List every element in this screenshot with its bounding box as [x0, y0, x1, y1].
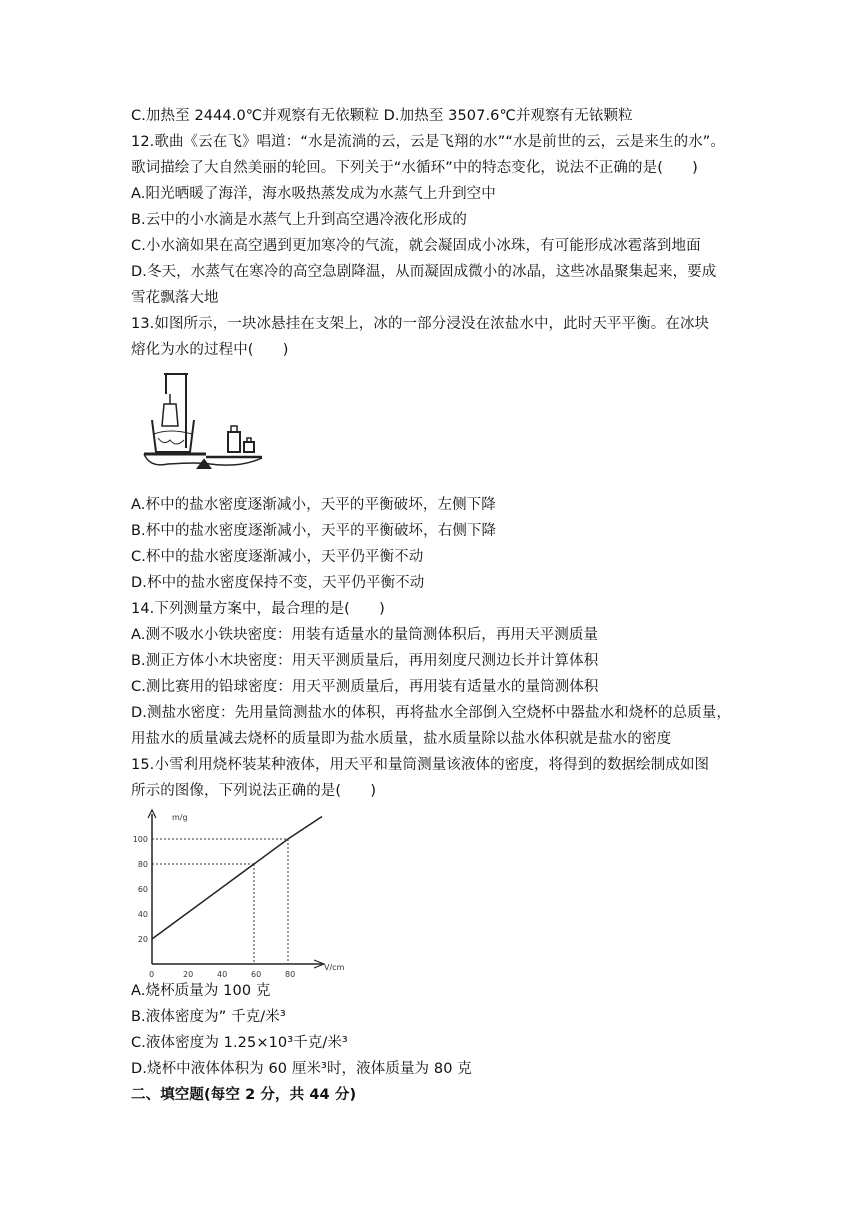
weight-small: [244, 442, 254, 452]
question-15-option-c: C.液体密度为 1.25×10³千克/米³: [131, 1035, 348, 1051]
question-12-option-a: A.阳光晒暖了海洋，海水吸热蒸发成为水蒸气上升到空中: [131, 186, 496, 202]
x-tick-label: 40: [217, 970, 228, 979]
y-tick-label: 60: [137, 885, 148, 894]
question-14-stem: 14.下列测量方案中，最合理的是( ): [131, 601, 385, 617]
section-2-heading: 二、填空题(每空 2 分，共 44 分): [131, 1087, 357, 1103]
x-tick-label: 60: [251, 970, 262, 979]
series-line-0: [152, 817, 322, 940]
question-15-stem: 15.小雪利用烧杯装某种液体，用天平和量筒测量该液体的密度，将得到的数据绘制成如图: [131, 757, 710, 773]
weight-small-knob: [247, 438, 251, 442]
question-14-option-b: B.测正方体小木块密度：用天平测质量后，再用刻度尺测边长并计算体积: [131, 653, 599, 669]
y-tick-label: 100: [132, 835, 148, 844]
x-tick-label: 80: [285, 970, 296, 979]
fulcrum: [198, 460, 210, 468]
x-tick-label: 20: [183, 970, 194, 979]
question-12-option-d: D.冬天，水蒸气在寒冷的高空急剧降温，从而凝固成微小的冰晶，这些冰晶聚集起来，要成: [131, 264, 717, 280]
question-12-option-c: C.小水滴如果在高空遇到更加寒冷的气流，就会凝固成小冰珠，有可能形成冰雹落到地面: [131, 238, 701, 254]
x-axis-label: V/cm: [324, 963, 345, 972]
question-12-option-d-cont: 雪花飘落大地: [131, 290, 219, 306]
salt-water-texture: [158, 438, 184, 444]
balance-figure: [140, 368, 270, 484]
x-tick-label: 0: [149, 970, 155, 979]
question-13-option-a: A.杯中的盐水密度逐渐减小，天平的平衡破坏，左侧下降: [131, 497, 496, 513]
mass-volume-chart: [128, 808, 358, 980]
question-13-option-d: D.杯中的盐水密度保持不变，天平仍平衡不动: [131, 575, 425, 591]
question-14-option-c: C.测比赛用的铅球密度：用天平测质量后，再用装有适量水的量筒测体积: [131, 679, 599, 695]
ice-block: [162, 404, 178, 426]
beaker: [152, 420, 194, 452]
question-12-stem-cont: 歌词描绘了大自然美丽的轮回。下列关于“水循环”中的特态变化，说法不正确的是( ): [131, 160, 698, 176]
question-15-stem-cont: 所示的图像，下列说法正确的是( ): [131, 783, 377, 799]
question-13-stem: 13.如图所示，一块冰悬挂在支架上，冰的一部分浸没在浓盐水中，此时天平平衡。在冰块: [131, 316, 710, 332]
question-15-option-b: B.液体密度为” 千克/米³: [131, 1009, 286, 1025]
question-15-option-a: A.烧杯质量为 100 克: [131, 983, 271, 999]
question-11-options-cd: C.加热至 2444.0℃并观察有无依颗粒 D.加热至 3507.6℃并观察有无铱颗粒: [131, 108, 633, 124]
weight-large: [228, 432, 240, 452]
y-tick-label: 40: [137, 910, 148, 919]
question-14-option-d-cont: 用盐水的质量减去烧杯的质量即为盐水质量，盐水质量除以盐水体积就是盐水的密度: [131, 731, 672, 747]
question-13-option-c: C.杯中的盐水密度逐渐减小，天平仍平衡不动: [131, 549, 424, 565]
question-14-option-d: D.测盐水密度：先用量筒测盐水的体积，再将盐水全部倒入空烧杯中器盐水和烧杯的总质量，: [131, 705, 731, 721]
question-12-option-b: B.云中的小水滴是水蒸气上升到高空遇冷液化形成的: [131, 212, 467, 228]
question-15-option-d: D.烧杯中液体体积为 60 厘米³时，液体质量为 80 克: [131, 1061, 472, 1077]
question-13-stem-cont: 熔化为水的过程中( ): [131, 342, 289, 358]
question-14-option-a: A.测不吸水小铁块密度：用装有适量水的量筒测体积后，再用天平测质量: [131, 627, 599, 643]
y-tick-label: 80: [137, 860, 148, 869]
y-axis-label: m/g: [172, 813, 188, 822]
question-13-option-b: B.杯中的盐水密度逐渐减小，天平的平衡破坏，右侧下降: [131, 523, 497, 539]
y-tick-label: 20: [137, 935, 148, 944]
question-12-stem: 12.歌曲《云在飞》唱道：“水是流淌的云，云是飞翔的水”“水是前世的云，云是来生的水”。: [131, 134, 726, 150]
